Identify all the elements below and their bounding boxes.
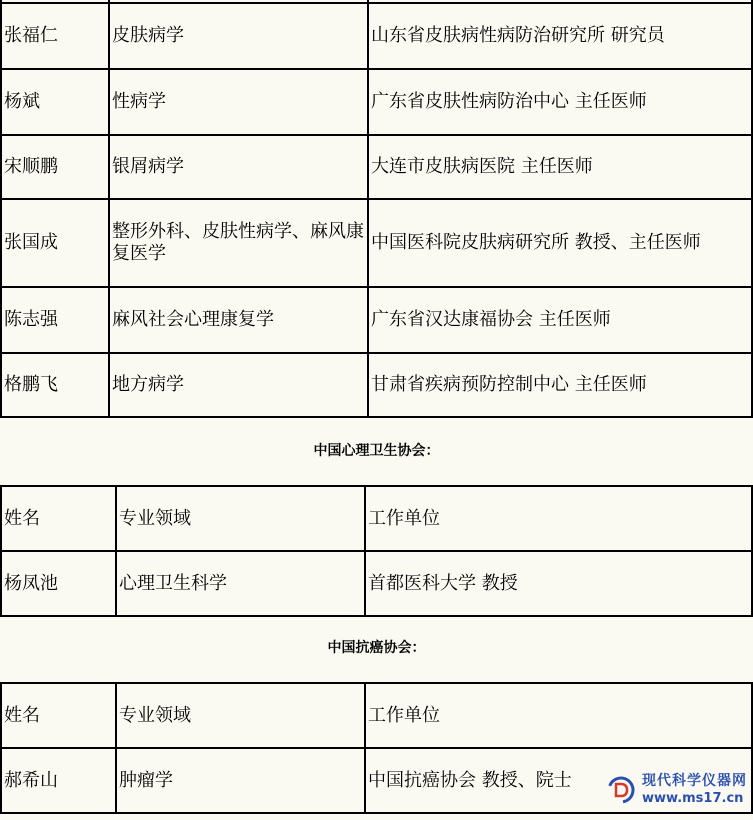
unit-cell: 中国医科院皮肤病研究所 教授、主任医师 <box>368 199 752 287</box>
header-name: 姓名 <box>1 486 116 551</box>
field-cell: 整形外科、皮肤性病学、麻风康复医学 <box>109 199 368 287</box>
header-name: 姓名 <box>1 683 116 748</box>
field-cell: 地方病学 <box>109 353 368 417</box>
ms17-logo-icon <box>606 775 636 805</box>
field-cell: 心理卫生科学 <box>116 551 365 616</box>
table-row <box>1 69 752 135</box>
field-cell: 皮肤病学 <box>109 3 368 69</box>
section-title-mental-health: 中国心理卫生协会： <box>313 443 440 459</box>
header-field: 专业领域 <box>116 486 365 551</box>
header-unit: 工作单位 <box>365 683 752 748</box>
header-unit: 工作单位 <box>365 486 752 551</box>
name-cell: 宋顺鹏 <box>1 135 109 199</box>
unit-cell: 大连市皮肤病医院 主任医师 <box>368 135 752 199</box>
unit-cell: 山东省皮肤病性病防治研究所 研究员 <box>368 3 752 69</box>
table-row <box>1 287 752 353</box>
section-title-anti-cancer: 中国抗癌协会： <box>327 640 426 656</box>
table-header-row <box>1 486 752 551</box>
name-cell: 张福仁 <box>1 3 109 69</box>
unit-cell: 中国抗癌协会 教授、院士 <box>365 748 752 813</box>
site-watermark <box>606 772 747 808</box>
table-row <box>1 353 752 417</box>
name-cell: 格鹏飞 <box>1 353 109 417</box>
unit-cell: 广东省汉达康福协会 主任医师 <box>368 287 752 353</box>
field-cell: 麻风社会心理康复学 <box>109 287 368 353</box>
unit-cell: 广东省皮肤性病防治中心 主任医师 <box>368 69 752 135</box>
unit-cell: 甘肃省疾病预防控制中心 主任医师 <box>368 353 752 417</box>
table-row <box>1 199 752 287</box>
watermark-text <box>642 772 747 808</box>
table-row <box>1 551 752 616</box>
name-cell: 郝希山 <box>1 748 116 813</box>
field-cell: 肿瘤学 <box>116 748 365 813</box>
name-cell: 张国成 <box>1 199 109 287</box>
watermark-site-name: 现代科学仪器网 <box>642 773 747 789</box>
field-cell: 性病学 <box>109 69 368 135</box>
field-cell: 银屑病学 <box>109 135 368 199</box>
table-row <box>1 135 752 199</box>
name-cell: 杨斌 <box>1 69 109 135</box>
watermark-url: www.ms17.cn <box>642 791 744 806</box>
experts-table-2 <box>0 485 753 617</box>
header-field: 专业领域 <box>116 683 365 748</box>
name-cell: 杨凤池 <box>1 551 116 616</box>
name-cell: 陈志强 <box>1 287 109 353</box>
unit-cell: 首都医科大学 教授 <box>365 551 752 616</box>
table-header-row <box>1 683 752 748</box>
table-row <box>1 3 752 69</box>
